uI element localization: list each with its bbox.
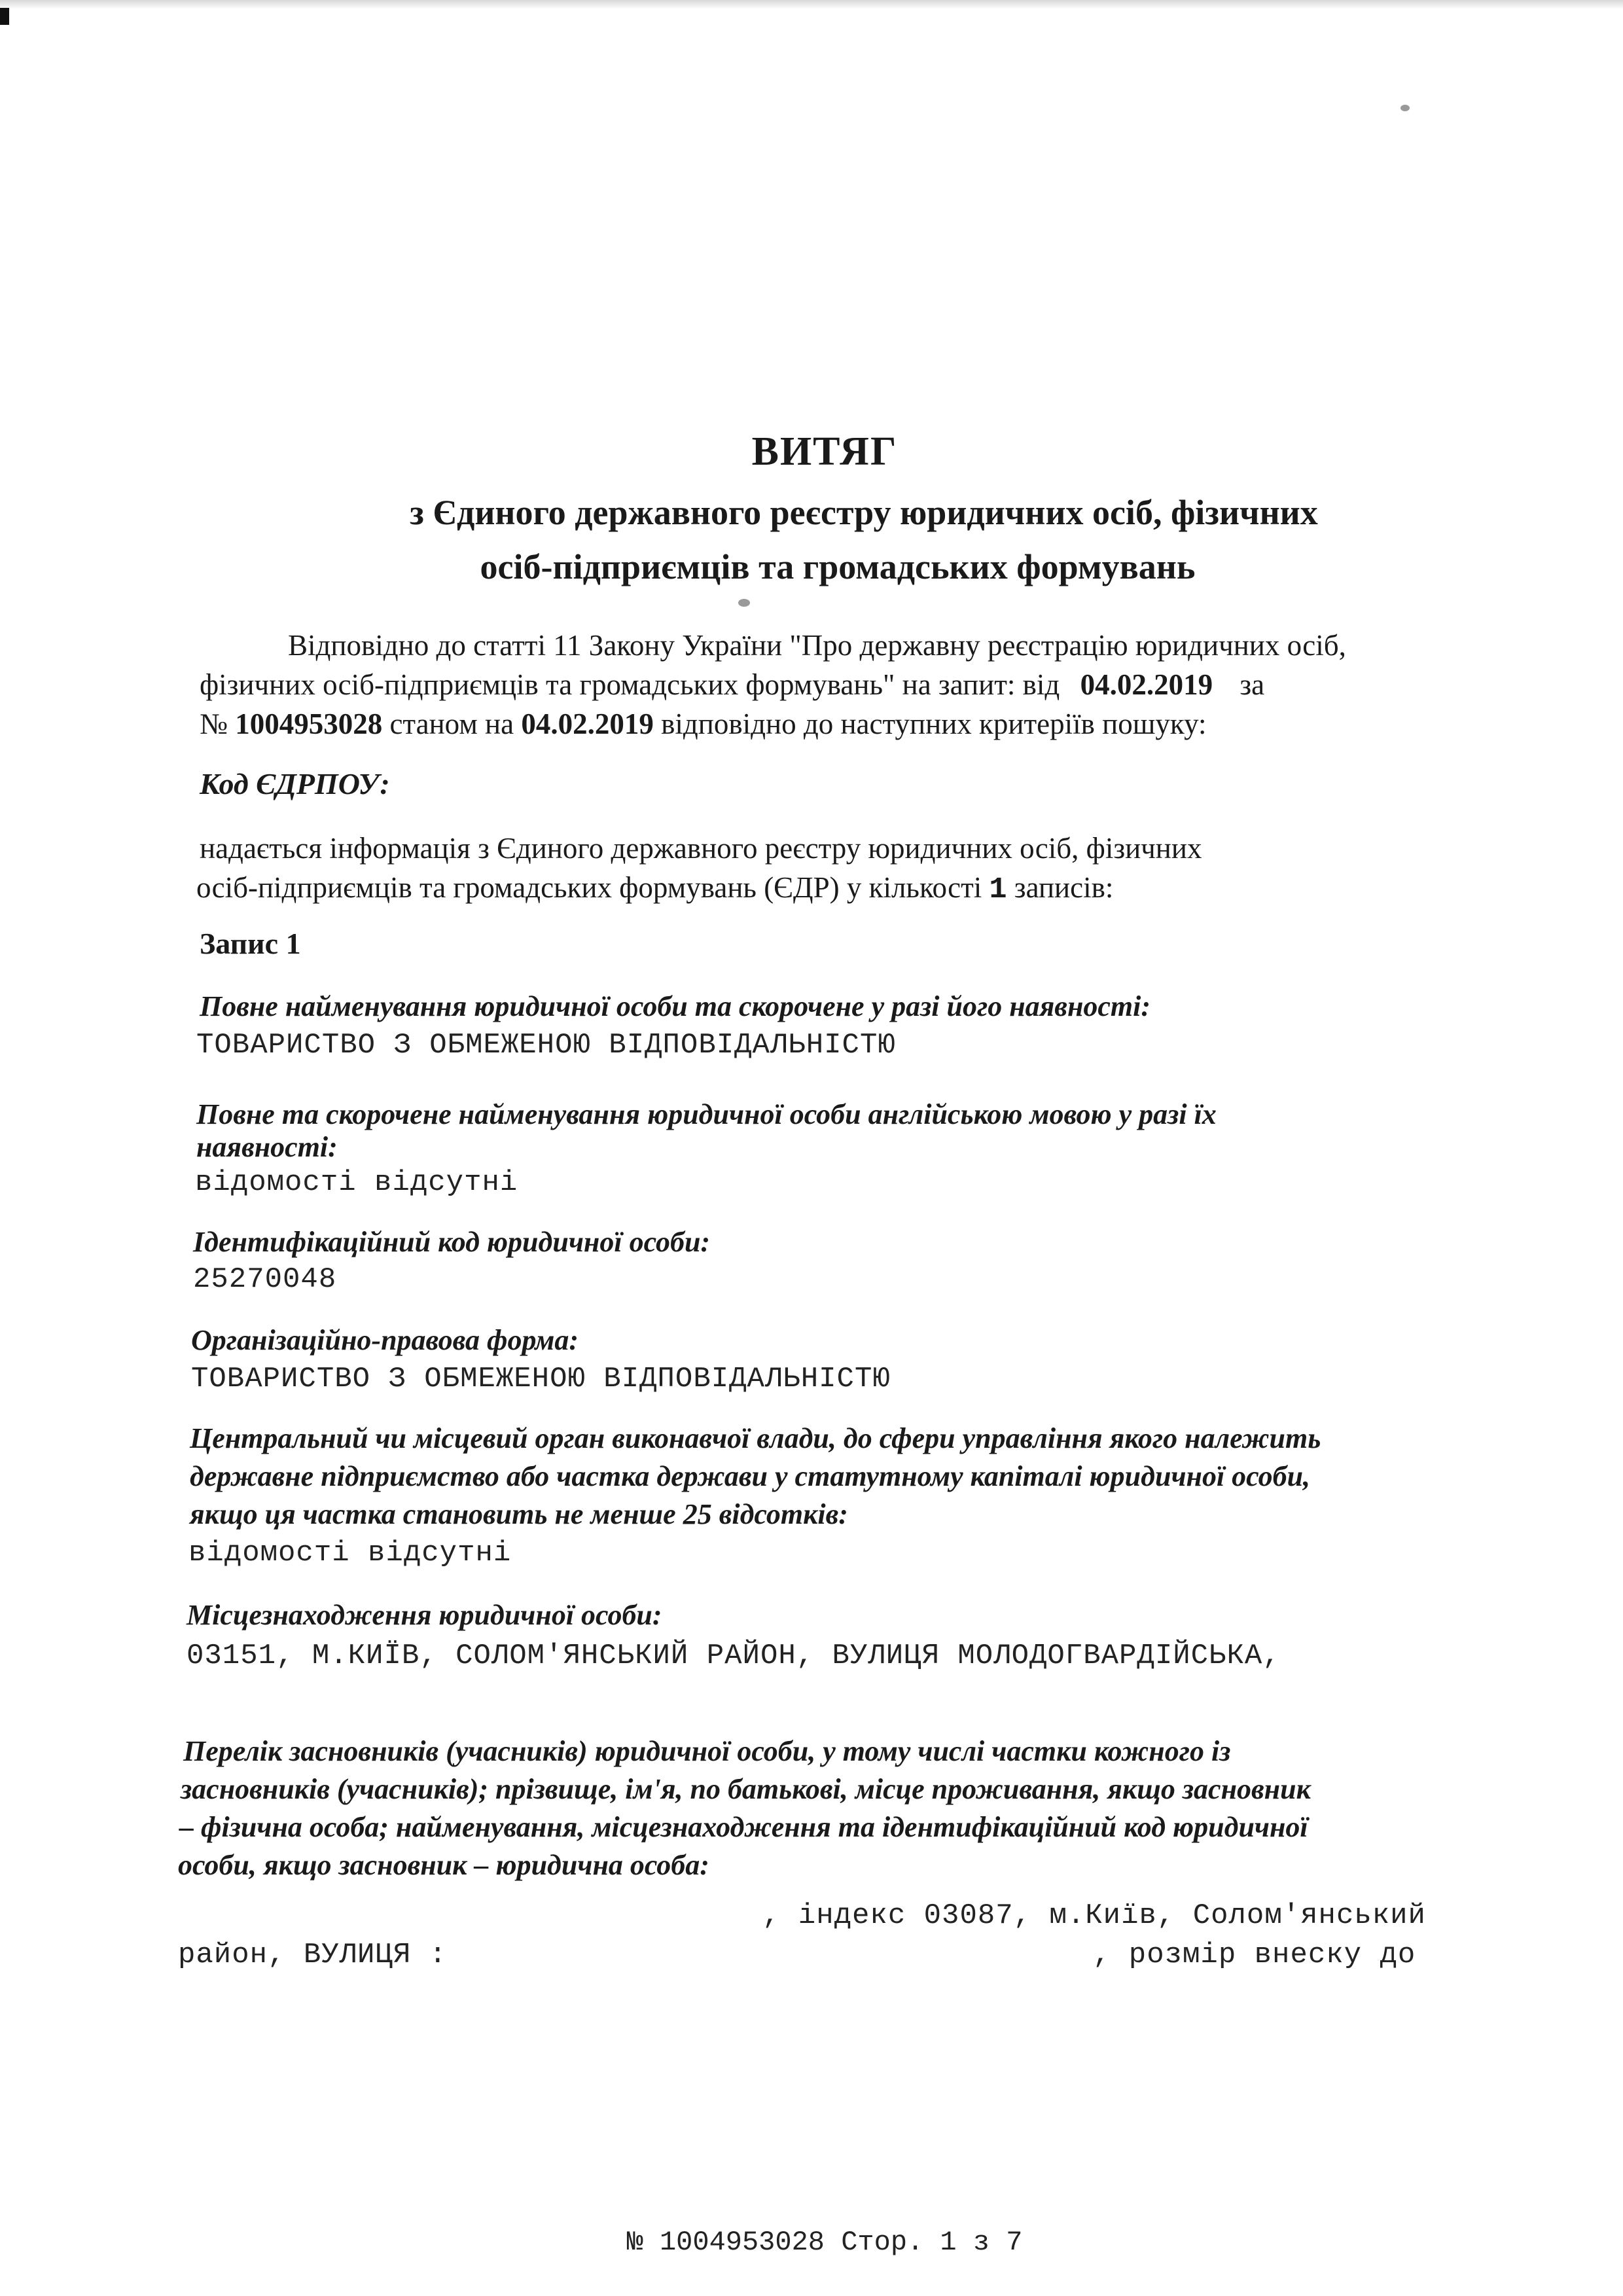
- intro-line-2-text: фізичних осіб-підприємців та громадських формувань" на запит: від: [200, 668, 1060, 701]
- field-location-label: Місцезнаходження юридичної особи:: [187, 1599, 662, 1631]
- scan-corner-mark: [0, 8, 9, 25]
- info-line-2: [196, 870, 1113, 906]
- field-authority-label-line-1: Центральний чи місцевий орган виконавчої влади, до сфери управління якого належить: [190, 1422, 1321, 1454]
- request-date: 04.02.2019: [1080, 668, 1213, 701]
- record-heading: Запис 1: [200, 927, 301, 960]
- field-founders-label-line-4: особи, якщо засновник – юридична особа:: [178, 1849, 709, 1881]
- as-of-text: станом на: [389, 708, 514, 740]
- scan-speck: [738, 599, 750, 607]
- document-subtitle-line-1: з Єдиного державного реєстру юридичних осіб, фізичних: [410, 493, 1318, 532]
- scan-speck: [1400, 105, 1410, 111]
- field-founders-label-line-1: Перелік засновників (учасників) юридичної особи, у тому числі частки кожного із: [183, 1735, 1231, 1767]
- intro-word-za: за: [1240, 668, 1265, 701]
- field-english-name-label-line-1: Повне та скорочене найменування юридичної особи англійською мовою у разі їх: [196, 1098, 1217, 1130]
- edrpou-label: Код ЄДРПОУ:: [200, 767, 390, 800]
- intro-line-1: Відповідно до статті 11 Закону України "Про державну реєстрацію юридичних осіб,: [288, 629, 1346, 662]
- field-id-code-label: Ідентифікаційний код юридичної особи:: [193, 1226, 711, 1258]
- field-founders-value-line-2a: район, ВУЛИЦЯ :: [178, 1939, 448, 1971]
- criteria-text: відповідно до наступних критеріїв пошуку:: [661, 708, 1207, 740]
- document-title: ВИТЯГ: [751, 429, 898, 474]
- field-authority-value: відомості відсутні: [188, 1537, 512, 1570]
- field-full-name-value: ТОВАРИСТВО З ОБМЕЖЕНОЮ ВІДПОВІДАЛЬНІСТЮ: [196, 1029, 896, 1062]
- intro-line-3: [200, 707, 1207, 741]
- field-legal-form-value: ТОВАРИСТВО З ОБМЕЖЕНОЮ ВІДПОВІДАЛЬНІСТЮ: [191, 1363, 891, 1395]
- field-founders-label-line-3: – фізична особа; найменування, місцезнаходження та ідентифікаційний код юридичної: [179, 1811, 1308, 1843]
- info-line-2-suffix: записів:: [1014, 871, 1114, 904]
- field-english-name-value: відомості відсутні: [195, 1166, 518, 1199]
- page-footer: № 1004953028 Стор. 1 з 7: [626, 2227, 1023, 2258]
- field-id-code-value: 25270048: [193, 1263, 337, 1296]
- field-legal-form-label: Організаційно-правова форма:: [191, 1324, 579, 1356]
- field-founders-value-line-2b: , розмір внеску до: [1093, 1939, 1416, 1971]
- field-full-name-label: Повне найменування юридичної особи та скорочене у разі його наявності:: [200, 990, 1151, 1022]
- field-founders-label-line-2: засновників (учасників); прізвище, ім'я, по батькові, місце проживання, якщо засновник: [181, 1773, 1311, 1805]
- field-authority-label-line-3: якщо ця частка становить не менше 25 відсотків:: [190, 1498, 848, 1530]
- field-location-value: 03151, М.КИЇВ, СОЛОМ'ЯНСЬКИЙ РАЙОН, ВУЛИЦЯ МОЛОДОГВАРДІЙСЬКА,: [187, 1640, 1281, 1672]
- field-authority-label-line-2: державне підприємство або частка держави у статутному капіталі юридичної особи,: [190, 1460, 1311, 1492]
- field-english-name-label-line-2: наявності:: [196, 1131, 338, 1163]
- scan-edge: [0, 0, 1623, 9]
- info-line-1: надається інформація з Єдиного державного реєстру юридичних осіб, фізичних: [200, 832, 1202, 865]
- record-count: 1: [989, 873, 1007, 906]
- intro-line-2: [200, 668, 1264, 702]
- request-number: 1004953028: [235, 708, 383, 740]
- field-founders-value-line-1: , індекс 03087, м.Київ, Солом'янський: [762, 1899, 1426, 1932]
- number-sign: №: [200, 708, 228, 740]
- info-line-2-prefix: осіб-підприємців та громадських формувань (ЄДР) у кількості: [196, 871, 982, 904]
- as-of-date: 04.02.2019: [521, 708, 654, 740]
- document-subtitle-line-2: осіб-підприємців та громадських формувань: [480, 547, 1196, 586]
